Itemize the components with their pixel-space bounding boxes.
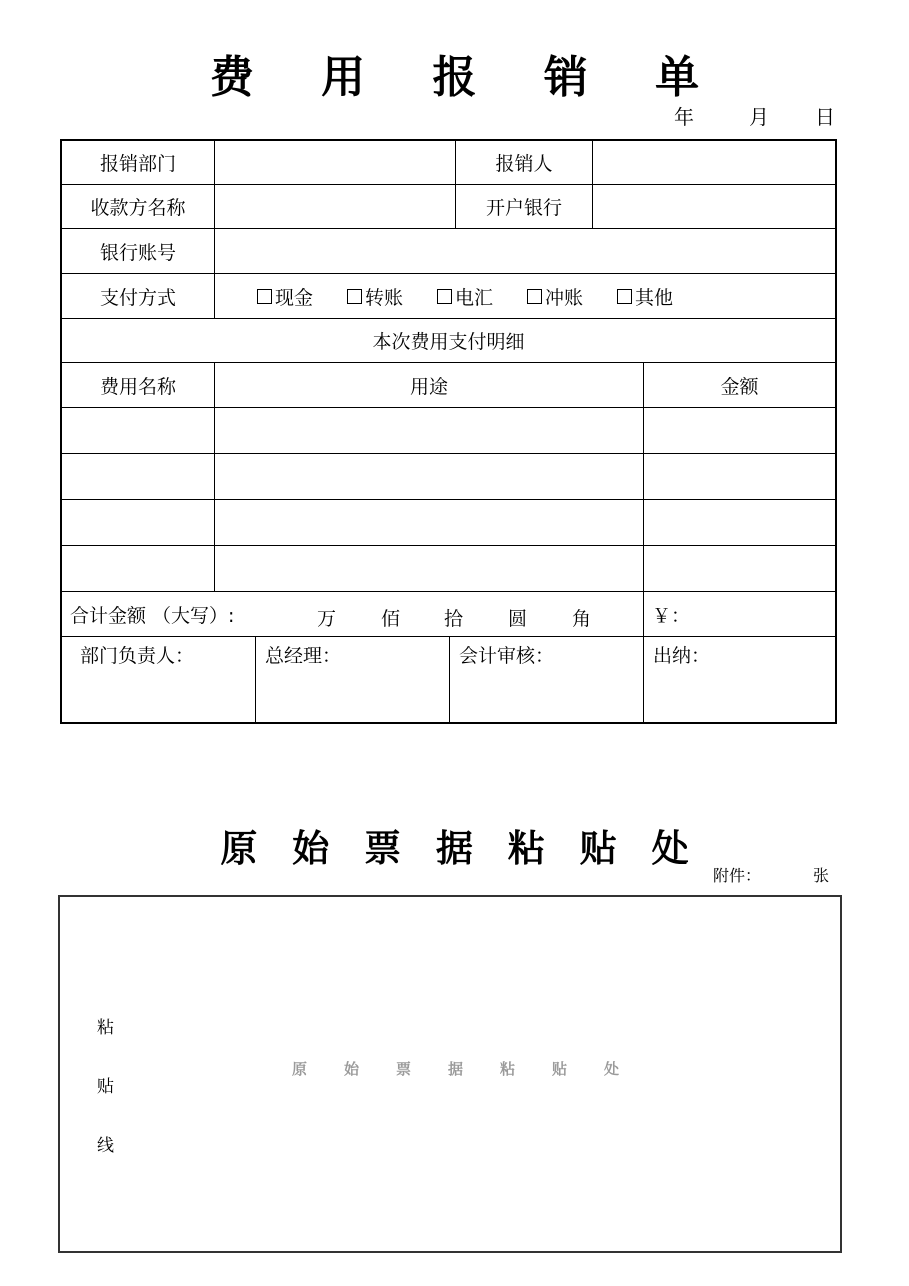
date-day-label: 日	[815, 105, 835, 129]
checkbox-icon[interactable]	[527, 289, 542, 304]
option-other[interactable]	[617, 283, 673, 310]
option-label: 冲账	[545, 286, 584, 309]
payment-options	[215, 274, 715, 318]
watermark-char: 处	[604, 1060, 620, 1078]
reimbursement-form	[60, 139, 837, 724]
watermark-char: 始	[344, 1060, 360, 1078]
currency-amount-label[interactable]: ￥：	[652, 604, 691, 627]
detail-amount-cell[interactable]	[644, 454, 835, 499]
department-label: 报销部门	[99, 153, 176, 175]
checkbox-icon[interactable]	[617, 289, 632, 304]
checkbox-icon[interactable]	[347, 289, 362, 304]
detail-name-cell[interactable]	[62, 454, 214, 499]
checkbox-icon[interactable]	[257, 289, 272, 304]
department-field[interactable]	[215, 141, 455, 184]
option-wire[interactable]	[437, 283, 493, 310]
payee-field[interactable]	[215, 185, 455, 228]
watermark-char: 据	[448, 1060, 464, 1078]
date-month-label: 月	[749, 105, 769, 129]
signature-dept-head[interactable]: 部门负责人：	[80, 645, 195, 667]
unit-wan: 万	[317, 608, 337, 630]
detail-name-cell[interactable]	[62, 408, 214, 453]
bank-label: 开户银行	[485, 197, 562, 219]
option-label: 其他	[635, 286, 674, 309]
total-amount-label: 合计金额 （大写）:	[70, 604, 235, 627]
option-label: 转账	[364, 286, 403, 309]
signature-accounting-review[interactable]: 会计审核：	[459, 645, 555, 667]
paste-line-char: 线	[97, 1136, 114, 1156]
claimant-field[interactable]	[593, 141, 835, 184]
detail-section-title: 本次费用支付明细	[372, 331, 525, 353]
unit-jiao: 角	[572, 608, 592, 630]
detail-purpose-cell[interactable]	[215, 454, 643, 499]
detail-amount-cell[interactable]	[644, 500, 835, 545]
header-amount: 金额	[720, 375, 759, 398]
paste-line-char: 贴	[97, 1077, 114, 1097]
detail-name-cell[interactable]	[62, 500, 214, 545]
detail-purpose-cell[interactable]	[215, 500, 643, 545]
detail-name-cell[interactable]	[62, 546, 214, 591]
option-cash[interactable]	[257, 283, 313, 310]
detail-amount-cell[interactable]	[644, 546, 835, 591]
watermark-char: 贴	[552, 1060, 568, 1078]
watermark-char: 票	[396, 1060, 412, 1078]
column-divider	[255, 636, 256, 724]
option-label: 现金	[274, 286, 313, 309]
option-label: 电汇	[454, 286, 493, 309]
header-expense-name: 费用名称	[99, 375, 176, 398]
attachment-unit: 张	[813, 866, 830, 885]
signature-general-manager[interactable]: 总经理：	[265, 645, 342, 667]
payment-method-label: 支付方式	[99, 286, 176, 309]
column-divider	[643, 636, 644, 724]
checkbox-icon[interactable]	[437, 289, 452, 304]
watermark-char: 粘	[500, 1060, 516, 1078]
attachment-title: 原 始 票 据 粘 贴 处	[220, 826, 700, 870]
option-offset[interactable]	[527, 283, 583, 310]
paste-line-char: 粘	[97, 1018, 114, 1038]
claimant-label: 报销人	[495, 153, 553, 175]
header-purpose: 用途	[409, 375, 448, 398]
unit-yuan: 圆	[508, 608, 528, 630]
detail-amount-cell[interactable]	[644, 408, 835, 453]
watermark-char: 原	[292, 1060, 308, 1078]
date-year-label: 年	[674, 105, 694, 129]
unit-shi: 拾	[444, 608, 464, 630]
bank-field[interactable]	[593, 185, 835, 228]
signature-cashier[interactable]: 出纳：	[653, 645, 711, 667]
detail-purpose-cell[interactable]	[215, 546, 643, 591]
form-title: 费 用 报 销 单	[209, 52, 726, 103]
option-transfer[interactable]	[347, 283, 403, 310]
attachment-label: 附件：	[713, 866, 762, 885]
account-label: 银行账号	[99, 241, 176, 264]
detail-purpose-cell[interactable]	[215, 408, 643, 453]
account-field[interactable]	[215, 229, 835, 273]
unit-bai: 佰	[381, 608, 401, 630]
payee-label: 收款方名称	[90, 197, 186, 219]
column-divider	[449, 636, 450, 724]
